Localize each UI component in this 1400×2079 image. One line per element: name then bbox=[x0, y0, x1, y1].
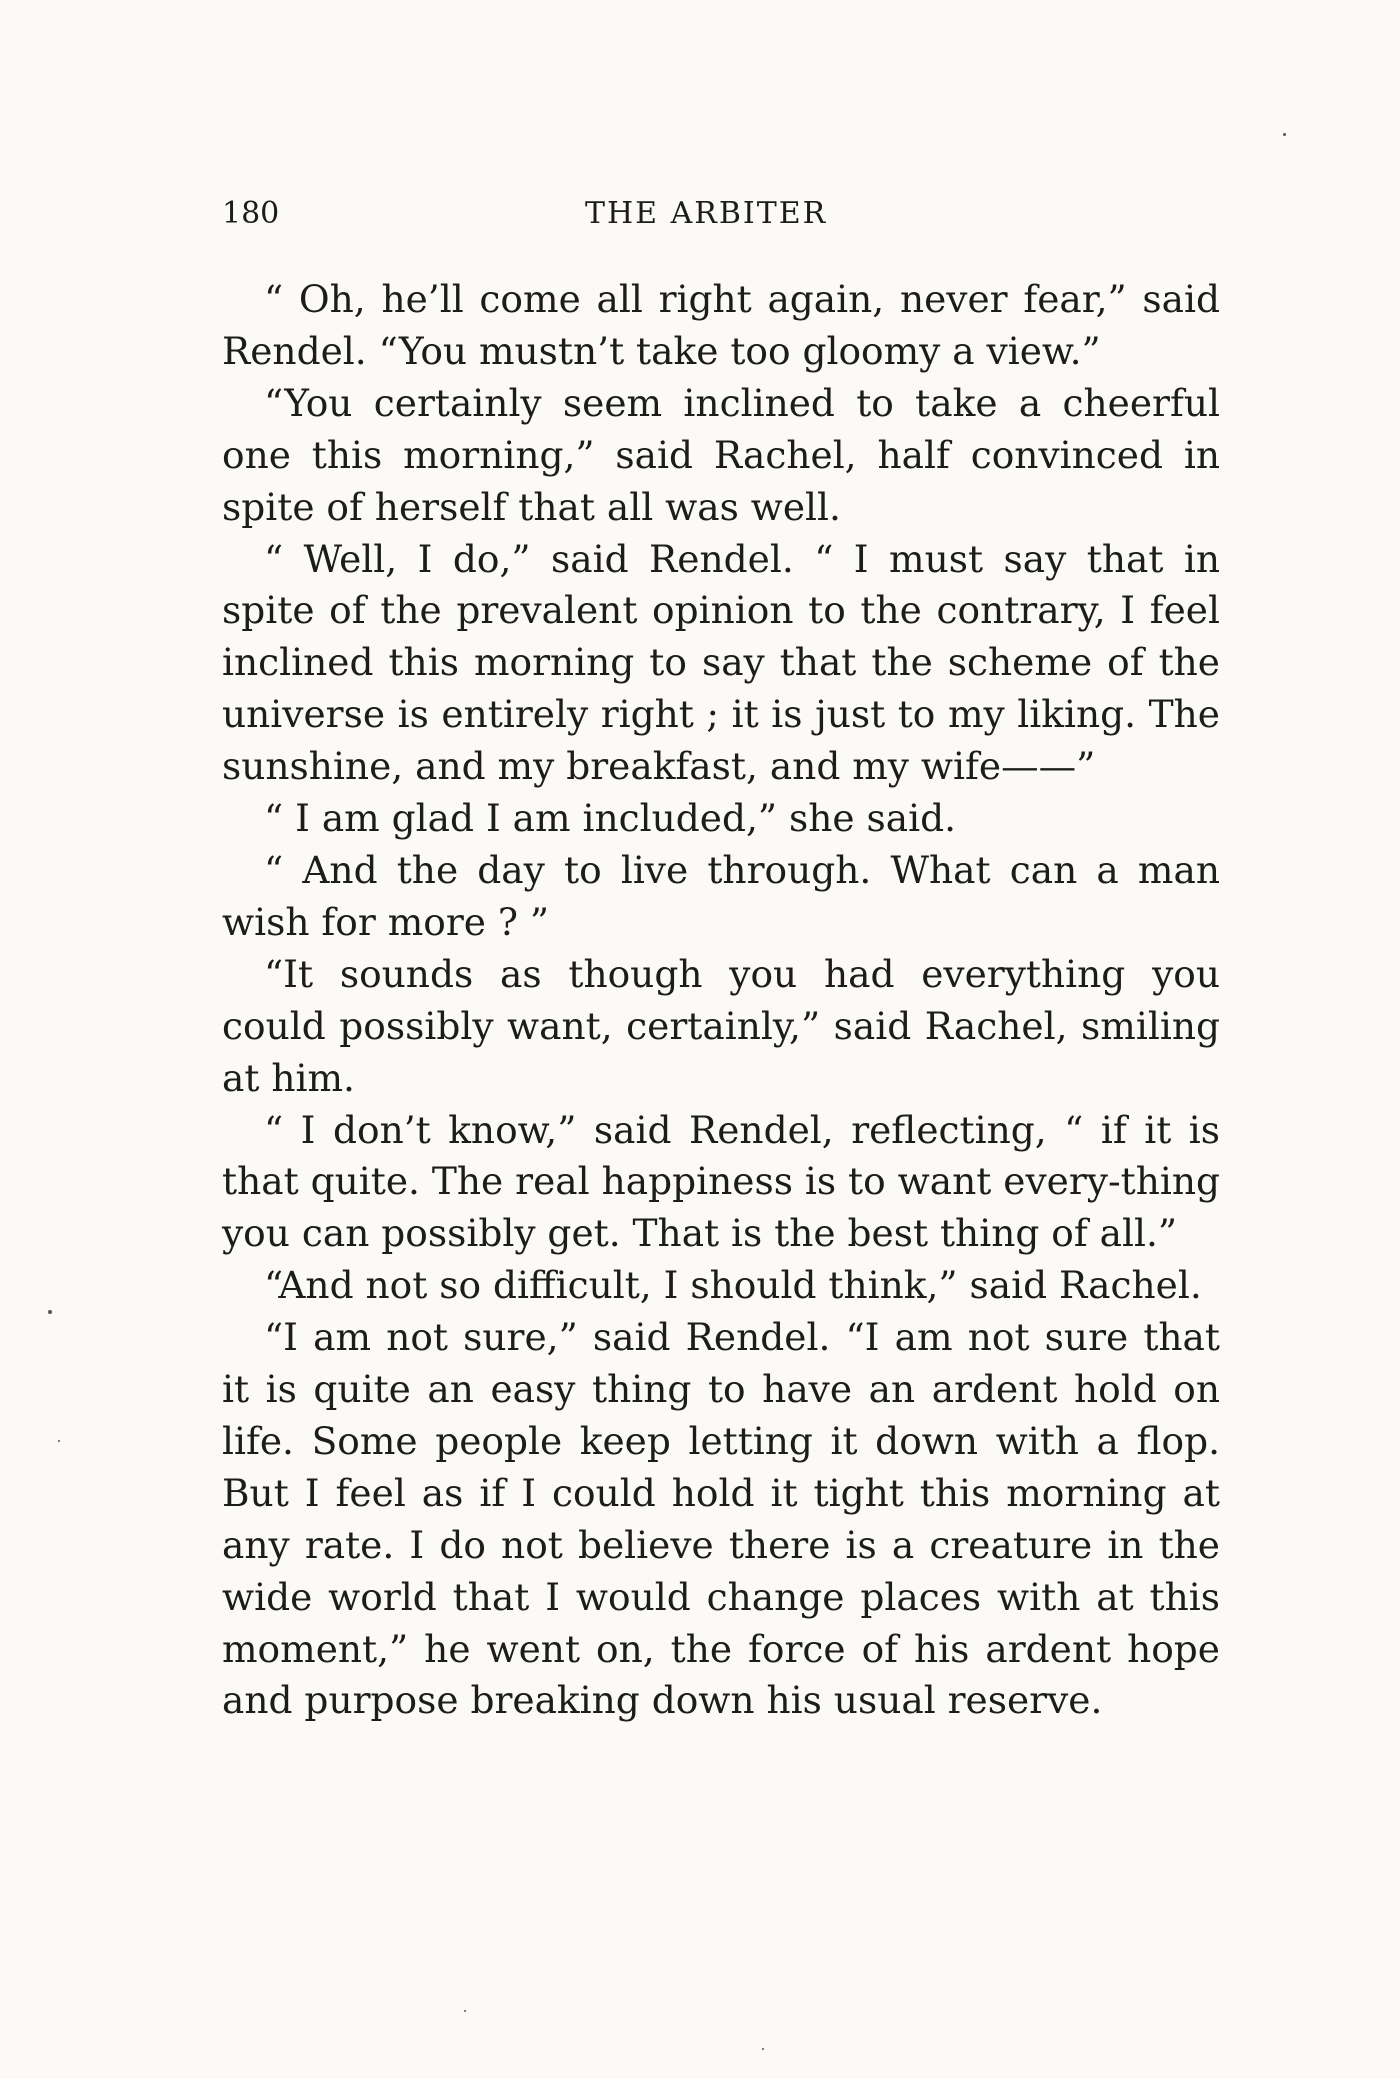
scan-speck bbox=[1283, 133, 1286, 136]
paragraph: “ I don’t know,” said Rendel, reflecting, “ if it is that quite. The real happiness is to want every-thing you can possibly get. That is the best thing of all.” bbox=[222, 1107, 1220, 1256]
paragraph: “ I am glad I am included,” she said. bbox=[264, 796, 957, 841]
scan-speck bbox=[464, 2010, 466, 2012]
paragraph: “ Oh, he’ll come all right again, never fear,” said Rendel. “You mustn’t take too gloomy a view.” bbox=[222, 277, 1220, 373]
paragraph: “ And the day to live through. What can a man wish for more ? ” bbox=[222, 847, 1220, 944]
paragraph: “I am not sure,” said Rendel. “I am not sure that it is quite an easy thing to have an ardent hold on life. Some people keep letting it down with a flop. But I feel as if I could hold it tight this morning at any rate. I do not believe there is a creature in the wide world that I would change places with at this moment,” he went on, the force of his ardent hope and purpose breaking down his usual reserve. bbox=[222, 1315, 1220, 1723]
paragraph: “And not so difficult, I should think,” said Rachel. bbox=[264, 1263, 1202, 1308]
paragraph: “ Well, I do,” said Rendel. “ I must say that in spite of the prevalent opinion to the contrary, I feel inclined this morning to say that the scheme of the universe is entirely right ; it is just to my liking. The sunshine, and my breakfast, and my wife——” bbox=[222, 536, 1220, 789]
scan-speck bbox=[58, 1440, 60, 1442]
scan-speck bbox=[48, 1310, 52, 1314]
scan-speck bbox=[762, 2048, 764, 2050]
paragraph: “It sounds as though you had everything you could possibly want, certainly,” said Rachel, smiling at him. bbox=[222, 951, 1220, 1100]
running-head: THE ARBITER bbox=[585, 196, 828, 231]
paragraph: “You certainly seem inclined to take a cheerful one this morning,” said Rachel, half convinced in spite of herself that all was well. bbox=[222, 380, 1220, 529]
page-body bbox=[222, 274, 1220, 1727]
page-number: 180 bbox=[222, 196, 280, 231]
